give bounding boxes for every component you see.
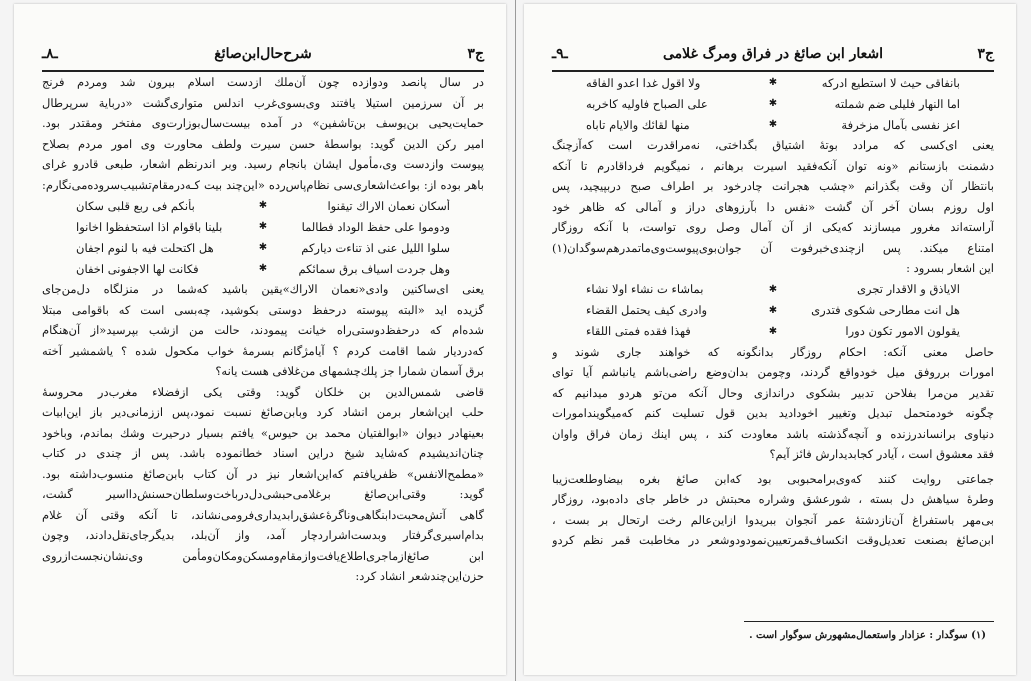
verse-line xyxy=(552,300,994,321)
text-line: ابن صائغ‌ازماجری‌اطلاع‌یافت‌وازمقام‌ومسکن‌ومکان‌ومأمن وی‌نشان‌نجست‌ازروی xyxy=(42,548,484,563)
text-line: امورات برروفق میل خودواقع گردند، وچومن بدان‌وضع راضی‌باشم یانباشم آیا توای xyxy=(552,365,994,379)
text-line: حزن‌این‌چندشعر انشاد کرد: xyxy=(355,569,484,583)
volume-label: ج۳ xyxy=(467,46,484,62)
text-line: وطرهٔ سیاهش دل بسته ، شورعشق وشراره محبتش در خاطر جای داده‌بود، روزگار xyxy=(552,492,994,506)
star-separator-icon: ✱ xyxy=(768,77,778,88)
star-separator-icon: ✱ xyxy=(768,325,778,337)
text-line: دشمنت بازستانم «ونه توان آنکه‌فقید اسیرت برهانم ، نمیگویم فرداقادرم تا آنکه xyxy=(552,158,994,173)
verse-first-hemistich: وهل جردت اسياف برق سمائكم xyxy=(298,261,450,276)
text-line: آراسته‌اند مغرور میسازند که‌یکی از آن آمال وصل روی تواست، با آنکه روزگار xyxy=(552,220,994,234)
text-line: بعینها‌در دیوان «ابوالفتیان محمد بن حیوس» یافتم بسیار درحیرت وشك بماندم، وباخود xyxy=(42,425,484,440)
verse-line xyxy=(42,216,484,237)
page-body xyxy=(42,72,484,587)
verse-second-hemistich: على الصباح فاوليه كاخربه xyxy=(586,96,708,111)
footnote: (۱) سوگدار : عزادار واستعمال‌مشهورش سوگوار است . xyxy=(749,630,986,641)
star-separator-icon: ✱ xyxy=(258,263,268,274)
text-line: «مطمح‌الانفس» ظفریافتم که‌این‌اشعار نیز در آن کتاب بابن‌صائغ منسوب‌داشته بود. xyxy=(42,466,484,481)
verse-second-hemistich: بماشاء ت نشاء اولا نشاء xyxy=(586,282,704,296)
star-separator-icon: ✱ xyxy=(258,221,268,232)
right-page xyxy=(524,4,1016,675)
text-line: حاصل معنی آنکه: احکام روزگار بدانگونه که خواهند جاری شوند و xyxy=(552,344,994,359)
text-line: بدام‌اسیری‌گرفتار و‌بدست‌اشرار‌دچار آمد، و‌از آن‌بلد، بدیگرجای‌نقل‌دادند، وچون xyxy=(42,528,484,542)
text-line: قاضی شمس‌الدین بن خلکان گوید: وقتی یکی ازفضلاء مغرب‌در محروسهٔ xyxy=(42,384,484,399)
page-gutter xyxy=(515,0,516,681)
verse-second-hemistich: بأنكم فى ربع قلبى سكان xyxy=(76,198,195,213)
text-line: جماعتی روایت کنند که‌وی‌برامحبوبی بود که‌ابن صائغ بغره بیضاو‌طلعت‌زیبا xyxy=(552,471,994,486)
verse-first-hemistich: الایاذق و الاقدار تجرى xyxy=(856,282,960,296)
star-separator-icon: ✱ xyxy=(768,98,778,109)
page-number: ـ۸ـ xyxy=(42,46,58,62)
text-line: برق آسمان شمارا جز پلك‌چشمهای من‌غلافی هست یانه؟ xyxy=(215,364,484,378)
text-line: یعنی ای‌ساکنین وادی«نعمان الاراك»یقین باشید که‌شما در منزلگاه دل‌من‌جای xyxy=(42,282,484,296)
text-line: گاهی آتش‌محبت‌دا‌بنگاهی‌وناگرهٔ‌عشق‌را‌بدیداری‌فرومی‌نشاند، تا آنکه وقتی آن غلام xyxy=(42,507,484,522)
verse-line xyxy=(552,114,994,135)
left-page xyxy=(14,4,506,675)
running-title: شرح‌حال‌ابن‌صائغ xyxy=(214,46,312,62)
text-line: پیوست وازدست وی،مأمول ایشان بانجام رسید. وبر اندرنظم اشعار، طبعی قادرو غرای xyxy=(42,157,484,171)
verse-line xyxy=(552,321,994,342)
text-line: امتناع میکند. پس ازچندی‌خبرفوت آن جوان‌بوی‌پیوست‌وی‌ماتمدرهم‌سوگدان(۱) xyxy=(552,240,994,255)
text-line: بانتظار آن وقت بگذرانم «چشب هجرانت چادرخود بر اطراف صبح دربپیچید، پس xyxy=(552,179,994,193)
text-line: که‌دردیار شما اقامت کردم ؟ آیامژگانم بسرمهٔ خواب مکحول شده ؟ یاشمشیر آخته xyxy=(42,343,484,358)
text-line: باهر بوده از: بواعث‌اشعار‌ی‌سی نظام‌پاس‌رده «این‌چند بیت کـه‌درمقام‌تشبیب‌سروده‌می‌نگارم: xyxy=(42,177,484,192)
verse-first-hemistich: سلوا الليل عنى اذ تناءت دياركم xyxy=(301,240,450,255)
star-separator-icon: ✱ xyxy=(258,242,268,253)
text-line: تقدیر من‌مرا بفلاحن تدبیر بشکوی دراندازی وحال آنکه من‌تو هردو میدانیم که xyxy=(552,385,994,400)
text-line: یعنی ای‌کسی که مرادد بوتهٔ اشتیاق بگداختی، نه‌مراقدرت است که‌آزچنگ xyxy=(552,138,994,152)
verse-first-hemistich: بانفاقی حیث لا استطیع ادرکه xyxy=(821,75,960,90)
volume-label: ج۳ xyxy=(977,46,994,62)
verse-second-hemistich: فكانت لها الاجفونی اخفان xyxy=(76,261,199,276)
verse-line xyxy=(552,72,994,93)
verse-line xyxy=(42,258,484,279)
verse-first-hemistich: ودوموا على حفظ الوداد فطالما xyxy=(301,219,450,234)
verse-second-hemistich: فهذا فقده فمتى اللقاء xyxy=(586,324,691,338)
text-line: حلب این‌اشعار برمن انشاد کرد وبابن‌صائغ نسبت نمود،پس اززمانی‌دیر باز این‌ابیات xyxy=(42,405,484,419)
verse-first-hemistich: أسكان نعمان الاراك تيقنوا xyxy=(327,198,450,213)
page-number: ـ۹ـ xyxy=(552,46,568,62)
verse-line xyxy=(552,93,994,114)
text-line: حمایت‌یحیی بن‌یوسف بن‌تاشفین» در آمده بیست‌سال‌بوزارت‌وی مفتخر ومقتدر بود. xyxy=(42,116,484,130)
verse-first-hemistich: یقولون الامور تکون دورا xyxy=(845,324,960,338)
text-line: شده‌ام که درحفظ‌دوستی‌راه خیانت پیمودند، حالت من ازشب بپرسید«از آن‌هنگام xyxy=(42,323,484,337)
page-header xyxy=(552,46,994,72)
verse-second-hemistich: بلينا باقوام اذا استحفظوا اخانوا xyxy=(76,219,223,234)
verse-first-hemistich: اعز نفسى بآمال مزخرفة xyxy=(841,117,960,132)
verse-second-hemistich: ولا اقول غدا اعدو الفاقه xyxy=(586,75,701,90)
page-header xyxy=(42,46,484,72)
verse-line xyxy=(552,279,994,300)
star-separator-icon: ✱ xyxy=(768,304,778,316)
star-separator-icon: ✱ xyxy=(768,283,778,295)
verse-first-hemistich: اما النهار فليلى ضم شملته xyxy=(834,96,960,111)
text-line: این اشعار بسرود : xyxy=(906,261,994,275)
text-line: گزیده اید «البته پیوسته درحفظ دوستی بکوشید، چه‌بسی است که باقوامی مبتلا xyxy=(42,302,484,317)
footnote-rule xyxy=(744,621,994,622)
verse-line xyxy=(42,195,484,216)
text-line: اول روزم بسان آخر آن گشت «نفس دا بآرزوهای دراز و آمالی که ظاهر خود xyxy=(552,199,994,214)
text-line: بی‌مهر باستفراغ آن‌ناز‌دشتهٔ عمر آنجوان ببریدوا ازاین‌عالم رخت ارتحال بر بست ، xyxy=(552,512,994,527)
running-title: اشعار ابن صائغ در فراق ومرگ غلامی xyxy=(662,46,884,62)
text-line: ابن‌صائغ بصنعت تعدیل‌وقت انکساف‌قمر‌تعیین‌نمود‌و‌دو‌شعر در مخاطبت قمر نظم کرد‌و xyxy=(552,533,994,547)
text-line: بر آن سرزمین استیلا یافتند وی‌بسوی‌غرب اندلس متواری‌گشت «درباية سرپرطال xyxy=(42,95,484,110)
text-line: دنیاوی برانساندرزنده و آنچه‌گذشته باشد معاودت کند ، پس اینك زمان فراق واوان xyxy=(552,426,994,441)
text-line: در سال پانصد ودوازده چون آن‌ملك ازدست اسلام بیرون شد ومردم فرنج xyxy=(42,75,484,89)
text-line: چگونه خودمتحمل تبدیل وتغییر اخودادید بدین قول تسلیت کنم که‌میگویندامورات xyxy=(552,406,994,420)
text-line: امیر رکن الدین گوید: بواسطهٔ حسن سیرت ولطف محاورت وی امور مردم بصلاح xyxy=(42,136,484,151)
star-separator-icon: ✱ xyxy=(258,200,268,211)
page-body xyxy=(552,72,994,551)
verse-second-hemistich: هل اكتحلت فيه با لنوم اجفان xyxy=(76,240,214,255)
star-separator-icon: ✱ xyxy=(768,119,778,130)
verse-second-hemistich: منها لقائك والايام تاباه xyxy=(586,117,690,132)
verse-line xyxy=(42,237,484,258)
verse-second-hemistich: وادری کیف یحتمل القضاء xyxy=(586,303,708,317)
verse-first-hemistich: هل انت مطارحی شکوی فتدری xyxy=(811,303,960,317)
text-line: فقد معشوق است ، آیادر کجابدیدارش فائز آیم؟ xyxy=(769,447,994,461)
text-line: چنان‌اندیشیدم که‌شاید شیخ دراین اسناد خطانموده باشد. پس از چندی در کتاب xyxy=(42,446,484,460)
text-line: گوید: وقتی‌ابن‌صائغ برغلامی‌حبشی‌دل‌درباخت‌و‌سلطان‌حسنش‌دا‌اسیر گشت، xyxy=(42,487,484,501)
